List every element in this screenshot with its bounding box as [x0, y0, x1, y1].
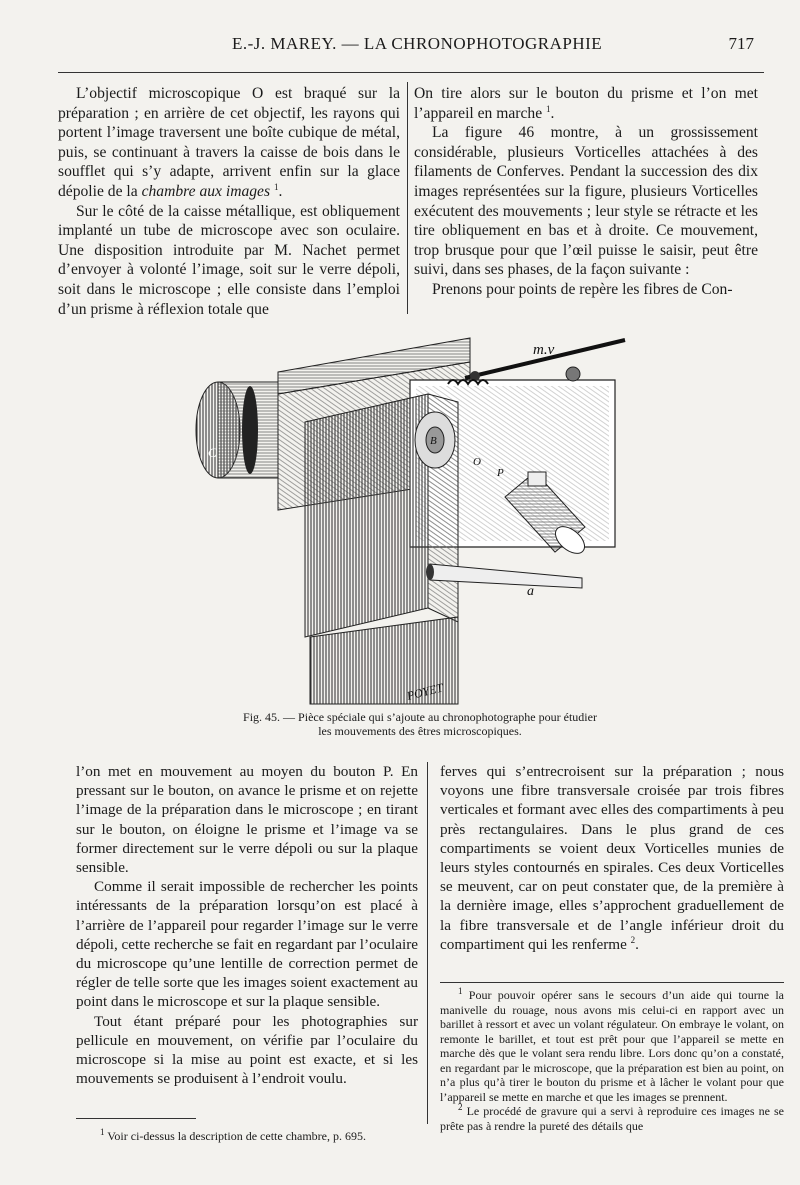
top-left-column [58, 84, 400, 319]
engraver-signature: POYET [405, 680, 445, 703]
footnote-rule-left [76, 1118, 196, 1119]
thumb-screw [566, 367, 580, 381]
label-a: a [527, 584, 534, 599]
column-rule-bottom [427, 762, 428, 1124]
figure-caption [150, 710, 690, 738]
label-b: B [430, 435, 437, 447]
caption-line: Fig. 45. — Pièce spéciale qui s’ajoute au chronophotographe pour étudier [243, 710, 597, 724]
caption-line: les mouvements des êtres microscopiques. [318, 724, 522, 738]
page-number: 717 [728, 34, 754, 53]
label-p: P [497, 467, 504, 479]
footnote-rule-right [440, 982, 784, 983]
running-header [0, 34, 800, 58]
paragraph: La figure 46 montre, à un grossissement considérable, plusieurs Vorticelles attachées à des filaments de Conferves. Pendant la succession des dix images représentées sur la figure, plusieurs Vorticelles exécutent des mouvements ; leur style se rétracte et les tire obliquement en bas et à droite. Ce mouvement, trop brusque pour que l’œil puisse le saisir, peut être suivi, dans ses phases, de la façon suivante : [414, 124, 758, 279]
footnote-ref: 2 [630, 934, 636, 945]
footnote: $^2$ Le procédé de gravure qui a servi à reproduire ces images ne se prête pas à rendre la pureté des détails que [440, 1102, 784, 1133]
footnote-left: $^1$ Voir ci-dessus la description de cette chambre, p. 695. [100, 1127, 366, 1143]
top-right-column [414, 84, 758, 300]
paragraph: Tout étant préparé pour les photographies sur pellicule en mouvement, on vérifie par l’oculaire du microscope si la mise au point est exacte, et si les mouvements se produisent à l’endroit voulu. [76, 1012, 418, 1088]
knob-p [528, 472, 546, 486]
header-rule [58, 72, 764, 73]
footnote: $^1$ Pour pouvoir opérer sans le secours d’un aide qui tourne la manivelle du rouage, nous avons mis celui-ci en rapport avec un barillet à ressort et avec un volant régulateur. On embraye le volant, on remonte le barillet, et tout est prêt pour que l’appareil se mette en marche dès que le volant sera rendu libre. Lors donc qu’on a constaté, en regardant par le microscope, que la préparation est bien au point, on n’a plus qu’à tirer le bouton du prisme et à lâcher le volant pour que l’appareil se mette en marche et que les images se prennent. [440, 986, 784, 1104]
column-rule-top [407, 82, 408, 314]
footnotes-right [440, 988, 784, 1133]
apparatus-engraving [190, 332, 630, 710]
label-c: C [208, 445, 217, 460]
paragraph: Prenons pour points de repère les fibres de Con- [432, 280, 733, 298]
paragraph: On tire alors sur le bouton du prisme et l’on met l’appareil en marche $^1$. [414, 85, 758, 122]
bottom-right-column [440, 762, 784, 954]
footnote-ref: 1 [273, 181, 279, 192]
paragraph: L’objectif microscopique O est braqué sur la préparation ; en arrière de cet objectif, les rayons qui portent l’image traversent une boîte cubique de métal, puis, se continuant à travers la caisse de bois dans le soufflet qui s’y adapte, arrivent enfin sur la glace dépolie de la chambre aux images $^1$. [58, 85, 400, 200]
label-mv: m.v [533, 342, 555, 358]
bottom-left-column [76, 762, 418, 1088]
label-o: O [473, 456, 481, 468]
left-objective-tube [196, 382, 278, 478]
paragraph: ferves qui s’entrecroisent sur la préparation ; nous voyons une fibre transversale croisée par trois fibres verticales et formant avec elles des compartiments à peu près rectangulaires. Dans le plus grand de ces compartiments se voient deux Vorticelles munies de leurs styles contournés en spirales. Ces deux Vorticelles se meuvent, car on peut constater que, de la première à la dernière image, elles s’approchent graduellement de la fibre transversale et de l’angle inférieur droit du compartiment qui les renferme $^2$. [440, 763, 784, 953]
paragraph: Sur le côté de la caisse métallique, est obliquement implanté un tube de microscope avec son oculaire. Une disposition introduite par M. Nachet permet d’envoyer à volonté l’image, soit sur le verre dépoli, soit dans le microscope ; elle consiste dans l’emploi d’un prisme à réflexion totale que [58, 202, 400, 318]
emphasis: chambre aux images [141, 182, 271, 200]
paragraph: l’on met en mouvement au moyen du bouton P. En pressant sur le bouton, on avance le prisme et on rejette l’image de la préparation dans le microscope ; en tirant sur le bouton, on éloigne le prisme et l’image va se former directement sur le verre dépoli ou sur la plaque sensible. [76, 763, 418, 877]
paragraph: Comme il serait impossible de rechercher les points intéressants de la préparation lorsqu’on est placé à l’arrière de l’appareil pour regarder l’image sur le verre dépoli, cette recherche se fait en regardant par l’oculaire du microscope qu’une lentille de correction permet de régler de telle sorte que les images soient exactement au point dans le microscope et sur la plaque sensible. [76, 878, 418, 1011]
footnote-ref: 1 [546, 103, 551, 114]
running-title: E.-J. MAREY. — LA CHRONOPHOTOGRAPHIE [232, 34, 603, 53]
